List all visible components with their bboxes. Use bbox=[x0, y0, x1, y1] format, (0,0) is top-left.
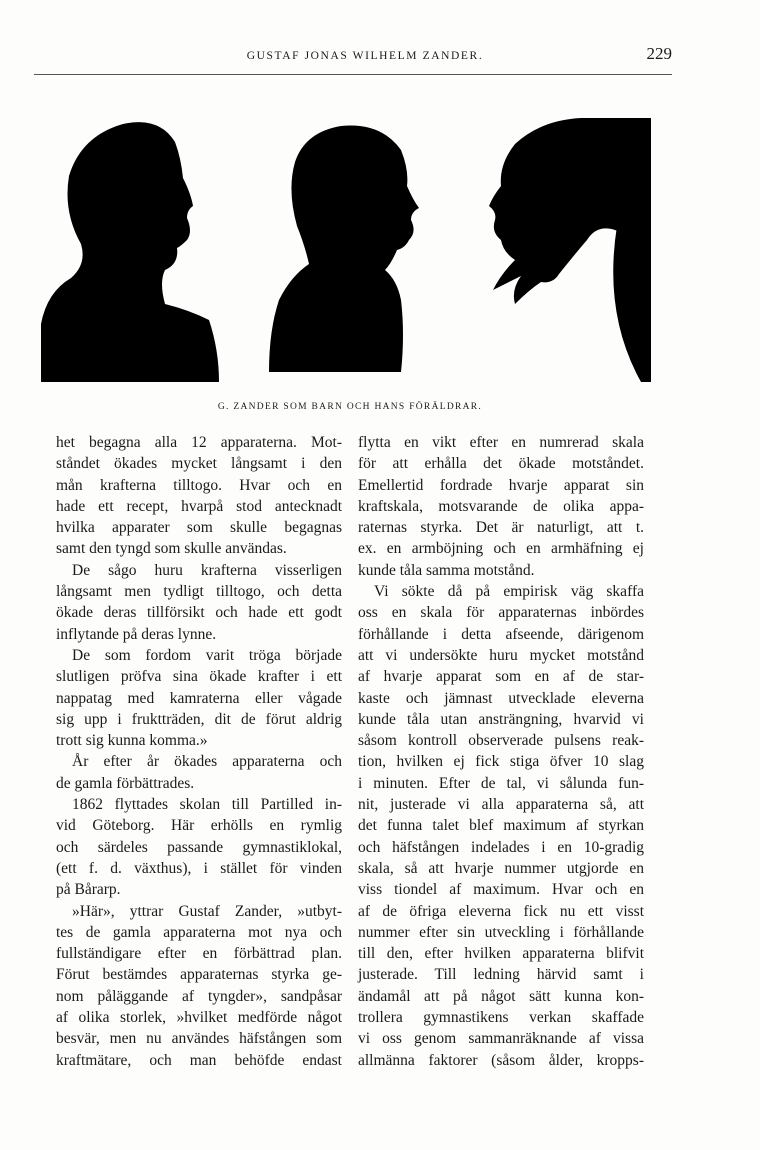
text-line: vi oss genom sammanräknande af vissa bbox=[358, 1030, 644, 1048]
text-line: ståndet ökades mycket långsamt i den bbox=[56, 455, 342, 473]
text-line: samt den tyngd som skulle användas. bbox=[56, 540, 287, 558]
text-line: kraftskala, motsvarande de olika appa- bbox=[358, 497, 644, 515]
text-line: att vi undersökte huru mycket motstånd bbox=[358, 646, 644, 664]
text-line: Förut bestämdes apparaternas styrka ge- bbox=[56, 966, 342, 984]
text-line: långsamt men tydligt tilltogo, och detta bbox=[56, 583, 342, 601]
text-line: vid Göteborg. Här erhölls en rymlig bbox=[56, 817, 342, 835]
left-column bbox=[56, 432, 342, 1071]
text-line: af de öfriga eleverna fick nu ett visst bbox=[358, 902, 644, 920]
text-line: het begagna alla 12 apparaterna. Mot- bbox=[56, 434, 342, 451]
silhouette-plate bbox=[41, 114, 651, 384]
text-line: Vi sökte då på empirisk väg skaffa bbox=[374, 583, 644, 601]
text-line: ökade deras tillförsikt och hade ett godt bbox=[56, 604, 342, 622]
figure-caption: G. ZANDER SOM BARN OCH HANS FÖRÄLDRAR. bbox=[217, 402, 483, 412]
text-line: sig upp i fruktträden, dit de förut aldrig bbox=[56, 710, 342, 728]
right-column bbox=[358, 432, 644, 1071]
text-line: af hvarje apparat som en af de star- bbox=[358, 668, 644, 686]
text-line: »Här», yttrar Gustaf Zander, »utbyt- bbox=[72, 902, 342, 920]
text-line: för att erhålla det ökade motståndet. bbox=[358, 455, 644, 473]
text-line: till den, efter hvilken apparaterna blifvit bbox=[358, 945, 644, 963]
silhouettes-image bbox=[41, 114, 651, 384]
text-line: kunde tåla utan ansträngning, hvarvid vi bbox=[358, 710, 644, 728]
text-line: 1862 flyttades skolan till Partilled in- bbox=[72, 796, 342, 814]
text-line: kunde tåla samma motstånd. bbox=[358, 561, 535, 579]
text-line: på Bårarp. bbox=[56, 881, 121, 899]
text-line: nit, justerade vi alla apparaterna så, att bbox=[358, 796, 644, 814]
text-line: hvilka apparater som skulle begagnas bbox=[56, 519, 342, 537]
text-line: kaste och jämnast utvecklade eleverna bbox=[358, 689, 644, 707]
text-line: nom påläggande af tyngder», sandpåsar bbox=[56, 987, 342, 1005]
text-line: besvär, men nu användes häfstången som bbox=[56, 1030, 342, 1048]
text-line: De som fordom varit tröga började bbox=[72, 646, 342, 664]
text-line: flytta en vikt efter en numrerad skala bbox=[358, 434, 644, 451]
text-line: hade ett recept, hvarpå stod antecknadt bbox=[56, 497, 342, 515]
text-line: (ett f. d. växthus), i stället för vinden bbox=[56, 859, 342, 877]
text-line: viss tiondel af maximum. Hvar och en bbox=[358, 881, 644, 899]
text-line: ex. en armböjning och en armhäfning ej bbox=[358, 540, 644, 558]
text-line: mån krafterna tilltogo. Hvar och en bbox=[56, 476, 342, 494]
text-line: trollera gymnastikens verkan skaffade bbox=[358, 1009, 644, 1027]
text-line: skala, så att hvarje nummer utgjorde en bbox=[358, 859, 644, 877]
text-line: i minuten. Efter de tal, vi sålunda fun- bbox=[358, 774, 644, 792]
text-line: slutligen pröfva sina ökade krafter i ett bbox=[56, 668, 342, 686]
text-line: Emellertid fordrade hvarje apparat sin bbox=[358, 476, 644, 494]
text-line: oss en skala för apparaternas inbördes bbox=[358, 604, 644, 622]
text-line: kraftmätare, och man behöfde endast bbox=[56, 1051, 342, 1069]
text-line: allmänna faktorer (såsom ålder, kropps- bbox=[358, 1051, 644, 1069]
text-line: och särdeles passande gymnastiklokal, bbox=[56, 838, 342, 856]
running-head: GUSTAF JONAS WILHELM ZANDER. bbox=[246, 50, 484, 62]
text-line: justerade. Till ledning härvid samt i bbox=[358, 966, 644, 984]
text-line: trott sig kunna komma.» bbox=[56, 732, 208, 750]
text-line: tion, hvilken ej fick stiga öfver 10 slag bbox=[358, 753, 644, 771]
text-line: fullständigare efter en förbättrad plan. bbox=[56, 945, 342, 963]
text-line: det funna talet blef maximum af styrkan bbox=[358, 817, 644, 835]
silhouette-child bbox=[269, 126, 419, 373]
text-line: och häfstången indelades i en 10-gradig bbox=[358, 838, 644, 856]
text-line: de gamla förbättrades. bbox=[56, 774, 195, 792]
text-line: nappatag med kamraterna eller vågade bbox=[56, 689, 342, 707]
page-number: 229 bbox=[646, 44, 672, 63]
text-line: nummer efter sin utveckling i förhållande bbox=[358, 923, 644, 941]
text-line: tes de gamla apparaterna mot nya och bbox=[56, 923, 342, 941]
text-line: De sågo huru krafterna visserligen bbox=[72, 561, 342, 579]
silhouette-father bbox=[41, 122, 219, 382]
text-line: ändamål att på något sätt kunna kon- bbox=[358, 987, 644, 1005]
text-line: År efter år ökades apparaterna och bbox=[72, 753, 342, 771]
text-line: af olika storlek, »hvilket medförde något bbox=[56, 1009, 342, 1027]
text-line: inflytande på deras lynne. bbox=[56, 625, 217, 643]
header-rule bbox=[34, 74, 672, 75]
silhouette-mother bbox=[489, 118, 651, 382]
text-line: såsom kontroll observerade pulsens reak- bbox=[358, 732, 644, 750]
text-line: raternas styrka. Det är naturligt, att t. bbox=[358, 519, 644, 537]
text-line: förhållande i detta afseende, därigenom bbox=[358, 625, 644, 643]
